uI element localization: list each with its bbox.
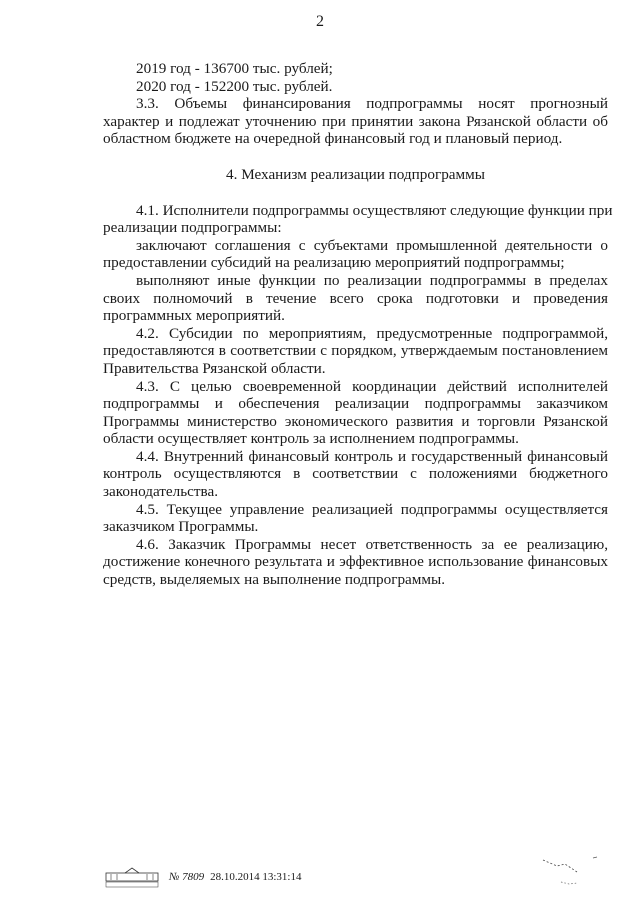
paragraph-3-3 — [103, 95, 608, 148]
paragraph-line: предоставляются в соответствии с порядком, утверждаемым постановлением — [103, 342, 608, 360]
paragraph-line: областном бюджете на очередной финансовый год и плановый период. — [103, 130, 563, 148]
paragraph-line: программных мероприятий. — [103, 307, 285, 325]
paragraph-line: 4.4. Внутренний финансовый контроль и государственный финансовый — [136, 447, 608, 465]
paragraph-line: своих полномочий в течение всего срока подготовки и проведения — [103, 289, 608, 307]
paragraph-line: Программы министерство экономического развития и торговли Рязанской — [103, 412, 608, 430]
paragraph-line: Правительства Рязанской области. — [103, 359, 326, 377]
paragraph-line: 4.2. Субсидии по мероприятиям, предусмотренные подпрограммой, — [136, 324, 608, 342]
paragraph-line: 4.1. Исполнители подпрограммы осуществляют следующие функции при — [136, 201, 613, 219]
paragraph-line: контроль осуществляются в соответствии с положениями бюджетного — [103, 465, 608, 483]
paragraph-line: характер и подлежат уточнению при принятии закона Рязанской области об — [103, 112, 608, 130]
paragraph-line: 4.3. С целью своевременной координации действий исполнителей — [136, 377, 608, 395]
paragraph-4-2 — [103, 325, 608, 378]
document-body — [103, 60, 613, 589]
library-stamp-logo — [105, 866, 159, 888]
document-number: № 7809 — [169, 871, 205, 883]
footer-stamp — [105, 866, 302, 888]
paragraph-4-1-b — [103, 272, 608, 325]
paragraph-4-3 — [103, 378, 608, 448]
paragraph-line: области осуществляет контроль за исполнением подпрограммы. — [103, 430, 519, 448]
paragraph-line: выполняют иные функции по реализации подпрограммы в пределах — [136, 271, 608, 289]
paragraph-line: заказчиком Программы. — [103, 518, 259, 536]
budget-line-2020: 2020 год - 152200 тыс. рублей. — [136, 77, 333, 95]
budget-line-2019: 2019 год - 136700 тыс. рублей; — [136, 60, 333, 77]
section-heading: 4. Механизм реализации подпрограммы — [226, 165, 485, 183]
paragraph-line: реализации подпрограммы: — [103, 219, 282, 237]
paragraph-4-1 — [103, 201, 613, 237]
paragraph-line: заключают соглашения с субъектами промышленной деятельности о — [136, 236, 608, 254]
paragraph-line: подпрограммы и обеспечения реализации подпрограммы заказчиком — [103, 395, 608, 413]
paragraph-4-1-a — [103, 237, 608, 272]
paragraph-line: 3.3. Объемы финансирования подпрограммы носят прогнозный — [136, 95, 608, 113]
paragraph-line: 4.5. Текущее управление реализацией подпрограммы осуществляется — [136, 500, 608, 518]
paragraph-line: предоставлении субсидий на реализацию мероприятий подпрограммы; — [103, 254, 565, 272]
page-number: 2 — [316, 13, 324, 30]
paragraph-line: законодательства. — [103, 483, 219, 501]
paragraph-line: 4.6. Заказчик Программы несет ответственность за ее реализацию, — [136, 535, 608, 553]
paragraph-line: средств, выделяемых на выполнение подпрограммы. — [103, 571, 446, 589]
document-timestamp: 28.10.2014 13:31:14 — [210, 871, 302, 883]
paragraph-4-4 — [103, 448, 608, 501]
paragraph-4-5 — [103, 501, 608, 536]
paragraph-line: достижение конечного результата и эффективное использование финансовых — [103, 553, 608, 571]
paragraph-4-6 — [103, 536, 608, 589]
handwritten-mark — [535, 852, 615, 892]
